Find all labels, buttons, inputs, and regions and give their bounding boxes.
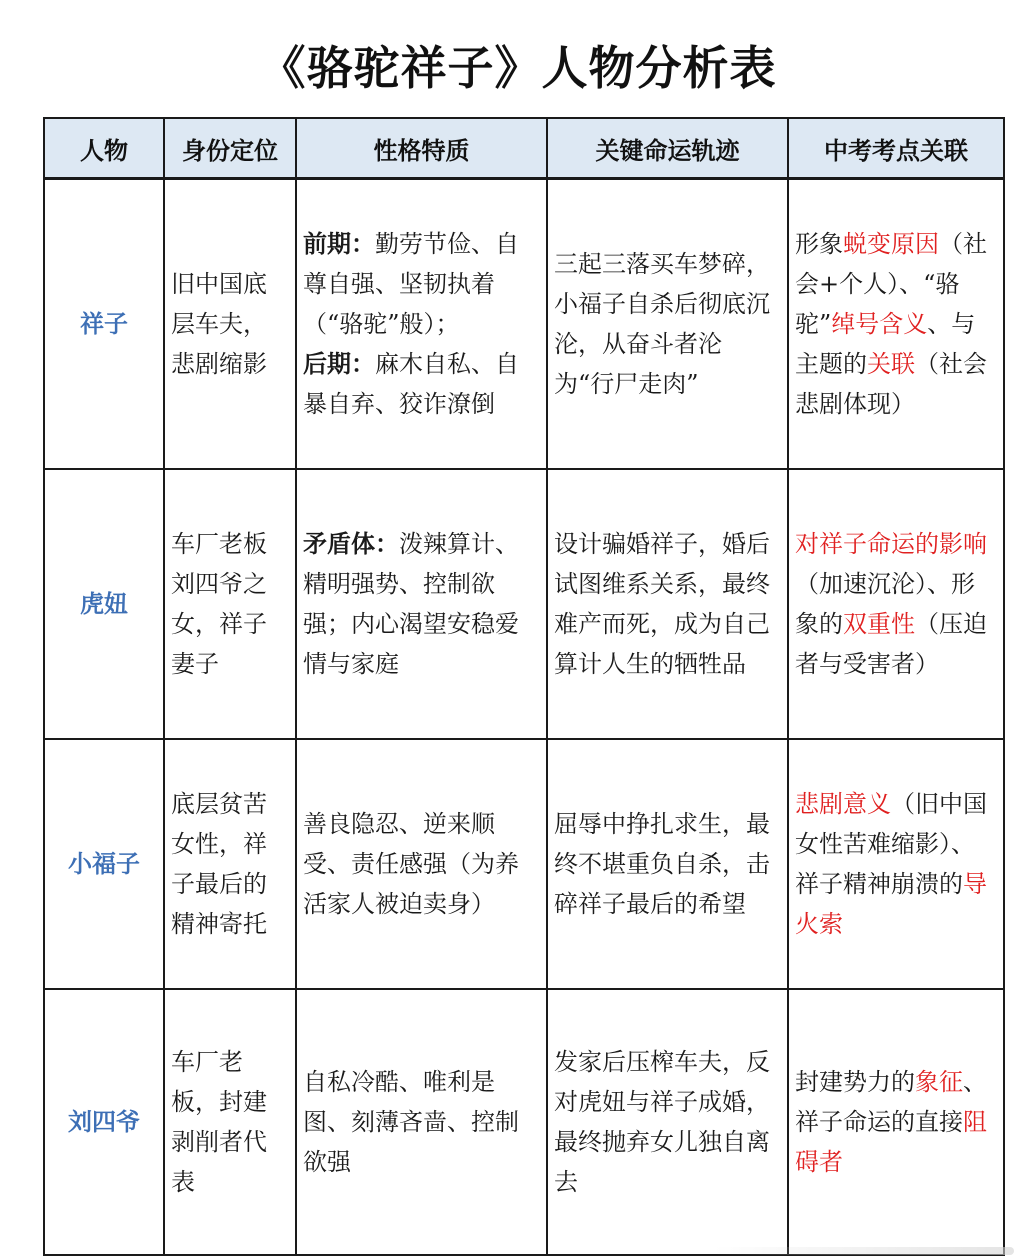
exam-text: （旧中国女性苦难缩影）、祥子精神崩溃的 xyxy=(795,790,987,898)
traits-label: 矛盾体： xyxy=(303,529,399,558)
fate-cell: 设计骗婚祥子，婚后试图维系关系，最终难产而死，成为自己算计人生的牺牲品 xyxy=(547,469,788,739)
traits-text: 麻木自私、自暴自弃、狡诈潦倒 xyxy=(303,350,519,418)
traits-cell xyxy=(296,469,547,739)
exam-highlight: 对祥子命运的影响 xyxy=(795,530,987,558)
identity-cell: 车厂老板，封建剥削者代表 xyxy=(164,989,296,1255)
page-title: 《骆驼祥子》人物分析表 xyxy=(259,41,777,95)
exam-text: （加速沉沦）、形象的 xyxy=(795,570,975,638)
table-header-row xyxy=(44,118,1004,179)
identity-cell: 旧中国底层车夫，悲剧缩影 xyxy=(164,179,296,470)
exam-cell xyxy=(788,989,1004,1255)
table-row xyxy=(44,739,1004,989)
header-character: 人物 xyxy=(44,118,164,179)
character-name: 小福子 xyxy=(44,739,164,989)
character-analysis-table xyxy=(43,117,1005,1256)
character-name: 祥子 xyxy=(44,179,164,470)
header-exam-points: 中考考点关联 xyxy=(788,118,1004,179)
character-name: 虎妞 xyxy=(44,469,164,739)
traits-cell xyxy=(296,179,547,470)
exam-text: 封建势力的 xyxy=(795,1068,915,1096)
traits-label: 前期： xyxy=(303,229,375,258)
header-identity: 身份定位 xyxy=(164,118,296,179)
header-traits: 性格特质 xyxy=(296,118,547,179)
exam-highlight: 关联 xyxy=(867,350,915,378)
watermark-strip xyxy=(714,1247,1014,1255)
exam-cell xyxy=(788,179,1004,470)
table-row xyxy=(44,989,1004,1255)
exam-highlight: 悲剧意义 xyxy=(795,790,891,818)
exam-cell xyxy=(788,469,1004,739)
exam-text: 、祥子命运的直接 xyxy=(795,1068,987,1136)
exam-text: （社会+个人）、“骆驼” xyxy=(795,230,987,338)
identity-cell: 车厂老板刘四爷之女，祥子妻子 xyxy=(164,469,296,739)
exam-text: 形象 xyxy=(795,230,843,258)
exam-highlight: 阻碍者 xyxy=(795,1108,987,1176)
fate-cell: 三起三落买车梦碎，小福子自杀后彻底沉沦，从奋斗者沦为“行尸走肉” xyxy=(547,179,788,470)
exam-text: （社会悲剧体现） xyxy=(795,350,987,418)
fate-cell: 发家后压榨车夫，反对虎妞与祥子成婚，最终抛弃女儿独自离去 xyxy=(547,989,788,1255)
exam-highlight: 蜕变原因 xyxy=(843,230,939,258)
exam-highlight: 象征 xyxy=(915,1068,963,1096)
header-fate: 关键命运轨迹 xyxy=(547,118,788,179)
exam-highlight: 导火索 xyxy=(795,870,987,938)
table-row xyxy=(44,469,1004,739)
exam-highlight: 双重性 xyxy=(843,610,915,638)
identity-cell: 底层贫苦女性，祥子最后的精神寄托 xyxy=(164,739,296,989)
exam-text: 、与主题的 xyxy=(795,310,976,378)
traits-text: 泼辣算计、精明强势、控制欲强；内心渴望安稳爱情与家庭 xyxy=(303,530,519,678)
traits-text: 勤劳节俭、自尊自强、坚韧执着（“骆驼”般）； xyxy=(303,230,519,338)
exam-text: （压迫者与受害者） xyxy=(795,610,987,678)
table-row xyxy=(44,179,1004,470)
traits-label: 后期： xyxy=(303,349,375,378)
fate-cell: 屈辱中挣扎求生，最终不堪重负自杀，击碎祥子最后的希望 xyxy=(547,739,788,989)
exam-highlight: 绰号含义 xyxy=(831,310,928,338)
exam-cell xyxy=(788,739,1004,989)
character-name: 刘四爷 xyxy=(44,989,164,1255)
traits-cell: 善良隐忍、逆来顺受、责任感强（为养活家人被迫卖身） xyxy=(296,739,547,989)
traits-cell: 自私冷酷、唯利是图、刻薄吝啬、控制欲强 xyxy=(296,989,547,1255)
